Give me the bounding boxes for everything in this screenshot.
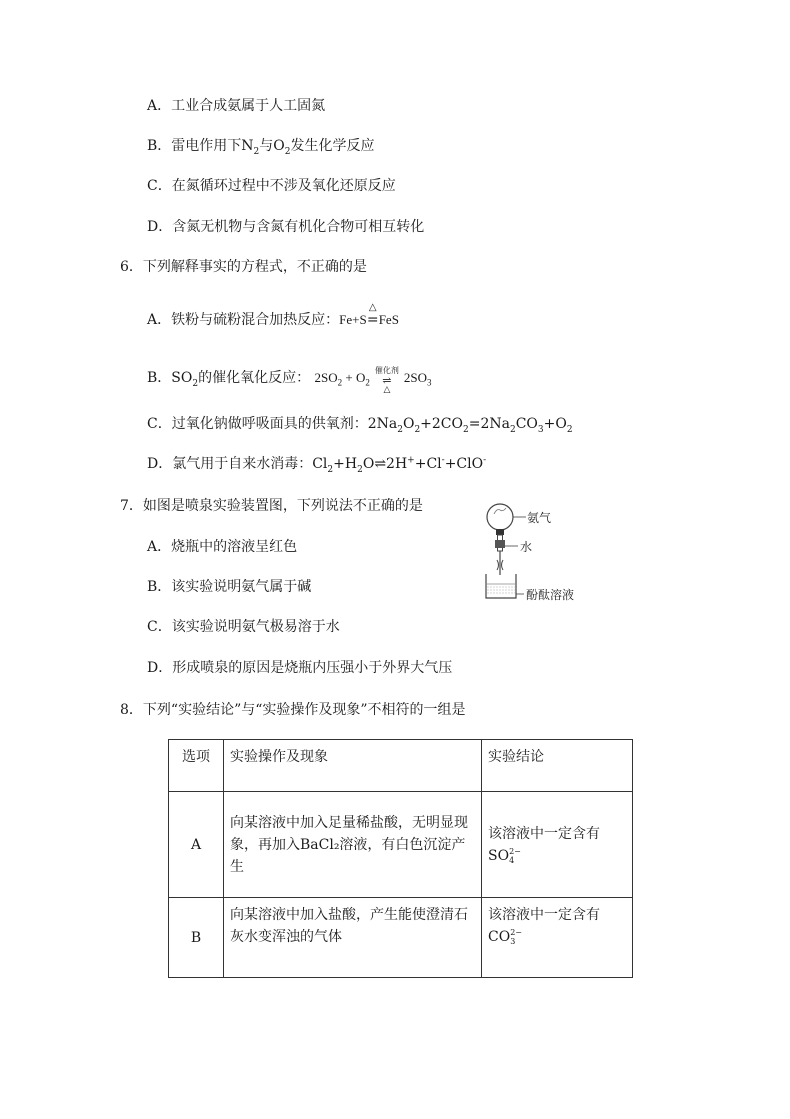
q6-option-b-reversible-arrow: 催化剂 ⇌ △ xyxy=(372,367,402,389)
q6-option-b-delta: △ xyxy=(383,385,391,395)
row-b-conclusion xyxy=(482,898,633,978)
experiment-table xyxy=(168,739,633,978)
figure-label-phenolphthalein: 酚酞溶液 xyxy=(526,588,575,602)
row-b-conclusion-text: 该溶液中一定含有 xyxy=(488,907,600,923)
q6-option-b xyxy=(147,366,432,395)
q5-option-a: A．工业合成氨属于人工固氮 xyxy=(147,98,326,114)
row-a-ion: SO2− 4 xyxy=(488,846,521,865)
row-a-conclusion xyxy=(482,792,633,898)
table-row xyxy=(169,792,633,898)
q5-option-c: C．在氮循环过程中不涉及氧化还原反应 xyxy=(147,178,396,194)
q6-option-b-text: B．SO xyxy=(147,370,193,386)
figure-label-water: 水 xyxy=(520,540,533,554)
q6-option-a xyxy=(147,302,399,330)
q5-option-b-sub2: 2 xyxy=(284,146,291,157)
q6-option-a-eq-left: Fe+S xyxy=(339,312,367,327)
q6-option-c-text: C．过氧化钠做呼吸面具的供氧剂：2Na xyxy=(147,416,398,432)
q6-option-b-catalyst: 催化剂 xyxy=(374,366,399,375)
q6-option-b-eq-right: $2SO_3$ xyxy=(403,370,432,388)
table-row xyxy=(169,898,633,978)
q6-option-a-eq-sign: △ = xyxy=(367,310,379,330)
q6-option-d-text: D．氯气用于自来水消毒：Cl xyxy=(147,456,328,472)
q6-option-d: D．氯气用于自来水消毒：$Cl_2+H_2O\rightleftharpoons 2H^++Cl^-+ClO^-$ xyxy=(147,455,487,475)
row-b-ion: CO2− 3 xyxy=(488,928,522,946)
q5-option-b-sub1: 2 xyxy=(253,146,260,157)
q6-option-a-delta: △ xyxy=(368,302,377,313)
q7-option-c: C．该实验说明氨气极易溶于水 xyxy=(147,619,340,635)
row-b-label: B xyxy=(169,898,224,978)
figure-label-ammonia: 氨气 xyxy=(527,511,552,525)
q7-option-d: D．形成喷泉的原因是烧瓶内压强小于外界大气压 xyxy=(147,660,453,676)
q5-option-b-text3: 发生化学反应 xyxy=(290,138,375,154)
table-header-row xyxy=(169,740,633,792)
row-b-operation: 向某溶液中加入盐酸，产生能使澄清石灰水变浑浊的气体 xyxy=(224,898,482,978)
q7-option-a: A．烧瓶中的溶液呈红色 xyxy=(147,539,298,555)
row-a-conclusion-text: 该溶液中一定含有 xyxy=(488,825,600,842)
row-a-operation: 向某溶液中加入足量稀盐酸，无明显现象，再加入BaCl₂溶液，有白色沉淀产生 xyxy=(224,792,482,898)
q5-option-d: D．含氮无机物与含氮有机化合物可相互转化 xyxy=(147,219,425,235)
q6-option-c-eq: O xyxy=(402,416,415,432)
q6-option-b-sub: 2 xyxy=(192,378,199,389)
q5-option-b-text: B．雷电作用下N xyxy=(147,138,254,154)
fountain-experiment-figure xyxy=(482,500,592,610)
q6-option-b-eq-left: 2SO xyxy=(314,370,338,385)
q7-stem: 7．如图是喷泉实验装置图，下列说法不正确的是 xyxy=(120,498,423,514)
header-operation: 实验操作及现象 xyxy=(224,740,482,792)
q7-option-b: B．该实验说明氨气属于碱 xyxy=(147,579,312,595)
header-option: 选项 xyxy=(169,740,224,792)
row-a-label: A xyxy=(169,792,224,898)
header-conclusion: 实验结论 xyxy=(482,740,633,792)
q6-option-b-text2: 的催化氧化反应： xyxy=(198,370,311,386)
q6-option-a-eq-right: FeS xyxy=(378,312,399,327)
q6-option-b-eq: $2SO_2 + O_2$ xyxy=(314,370,370,388)
q5-option-b xyxy=(147,136,375,156)
q6-option-b-eq-mid: + O xyxy=(342,370,366,385)
q6-option-c: C．过氧化钠做呼吸面具的供氧剂：$2Na_2O_2+2CO_2=2Na_2CO_3+O_2$ xyxy=(147,416,573,435)
q5-option-b-text2: 与O xyxy=(259,138,285,154)
q6-option-a-text: A．铁粉与硫粉混合加热反应： xyxy=(147,312,340,328)
q8-stem: 8．下列“实验结论”与“实验操作及现象”不相符的一组是 xyxy=(120,702,466,718)
q6-stem: 6．下列解释事实的方程式，不正确的是 xyxy=(120,259,367,275)
